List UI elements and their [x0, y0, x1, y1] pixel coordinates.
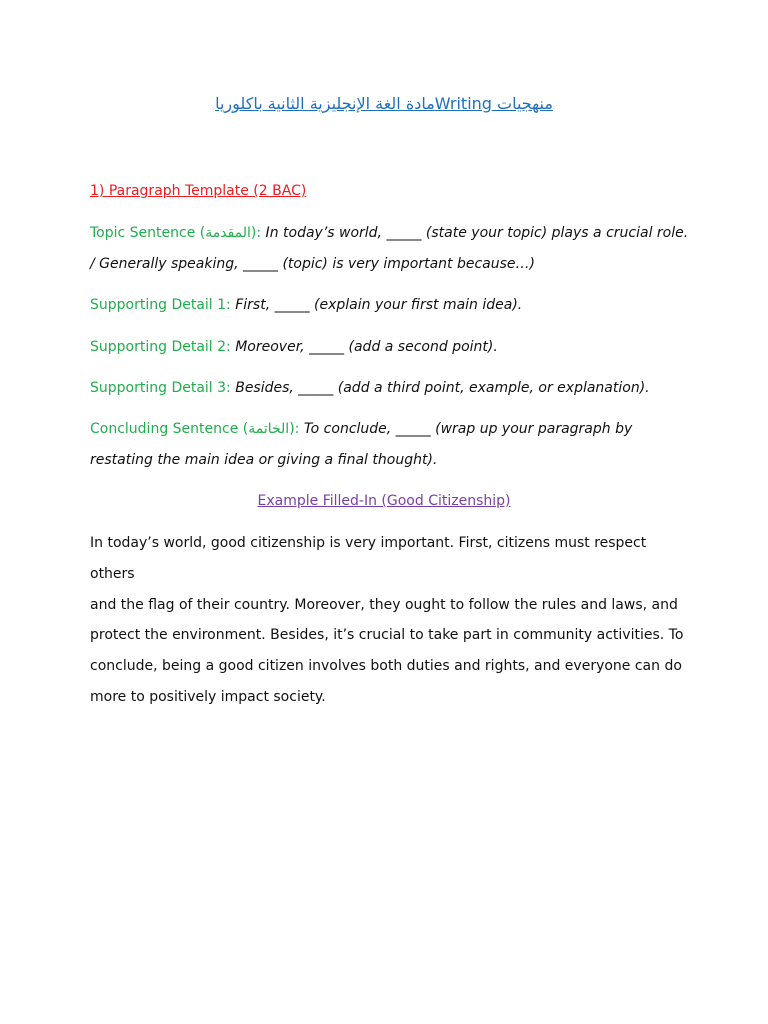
concluding-sentence-text: To conclude, _____ (wrap up your paragraph by: [299, 421, 633, 437]
topic-sentence-text-2: / Generally speaking, _____ (topic) is very important because…): [90, 256, 536, 272]
document-title: منهجيات Writingمادة الغة الإنجليزية الثانية باكلوريا: [215, 94, 553, 113]
example-line: protect the environment. Besides, it’s crucial to take part in community activities. To: [90, 627, 684, 644]
topic-sentence-line: [90, 218, 690, 249]
example-paragraph: [90, 528, 690, 713]
concluding-sentence-line: [90, 414, 690, 445]
supporting-detail-3-text: Besides, _____ (add a third point, example, or explanation).: [230, 380, 650, 396]
section-heading: 1) Paragraph Template (2 BAC): [90, 183, 307, 199]
concluding-sentence-text-2: restating the main idea or giving a final thought).: [90, 452, 438, 468]
topic-sentence-label: Topic Sentence (المقدمة):: [90, 225, 262, 241]
example-line: conclude, being a good citizen involves both duties and rights, and everyone can do: [90, 658, 682, 675]
supporting-detail-3-line: [90, 373, 690, 404]
example-heading: Example Filled-In (Good Citizenship): [257, 493, 511, 509]
supporting-detail-1-line: [90, 290, 690, 321]
supporting-detail-1-label: Supporting Detail 1:: [90, 297, 231, 313]
supporting-detail-3-label: Supporting Detail 3:: [90, 380, 231, 396]
example-line: In today’s world, good citizenship is very important. First, citizens must respect others: [90, 535, 647, 582]
example-line: and the flag of their country. Moreover, they ought to follow the rules and laws, and: [90, 596, 678, 613]
supporting-detail-2-label: Supporting Detail 2:: [90, 339, 231, 355]
example-line: more to positively impact society.: [90, 688, 326, 705]
concluding-sentence-label: Concluding Sentence (الخاتمة):: [90, 421, 300, 437]
supporting-detail-2-line: [90, 332, 690, 363]
topic-sentence-text: In today’s world, _____ (state your topic) plays a crucial role.: [261, 225, 689, 241]
supporting-detail-1-text: First, _____ (explain your first main idea).: [230, 297, 523, 313]
topic-sentence-line-2: [90, 249, 690, 280]
concluding-sentence-line-2: [90, 445, 690, 476]
supporting-detail-2-text: Moreover, _____ (add a second point).: [230, 339, 498, 355]
